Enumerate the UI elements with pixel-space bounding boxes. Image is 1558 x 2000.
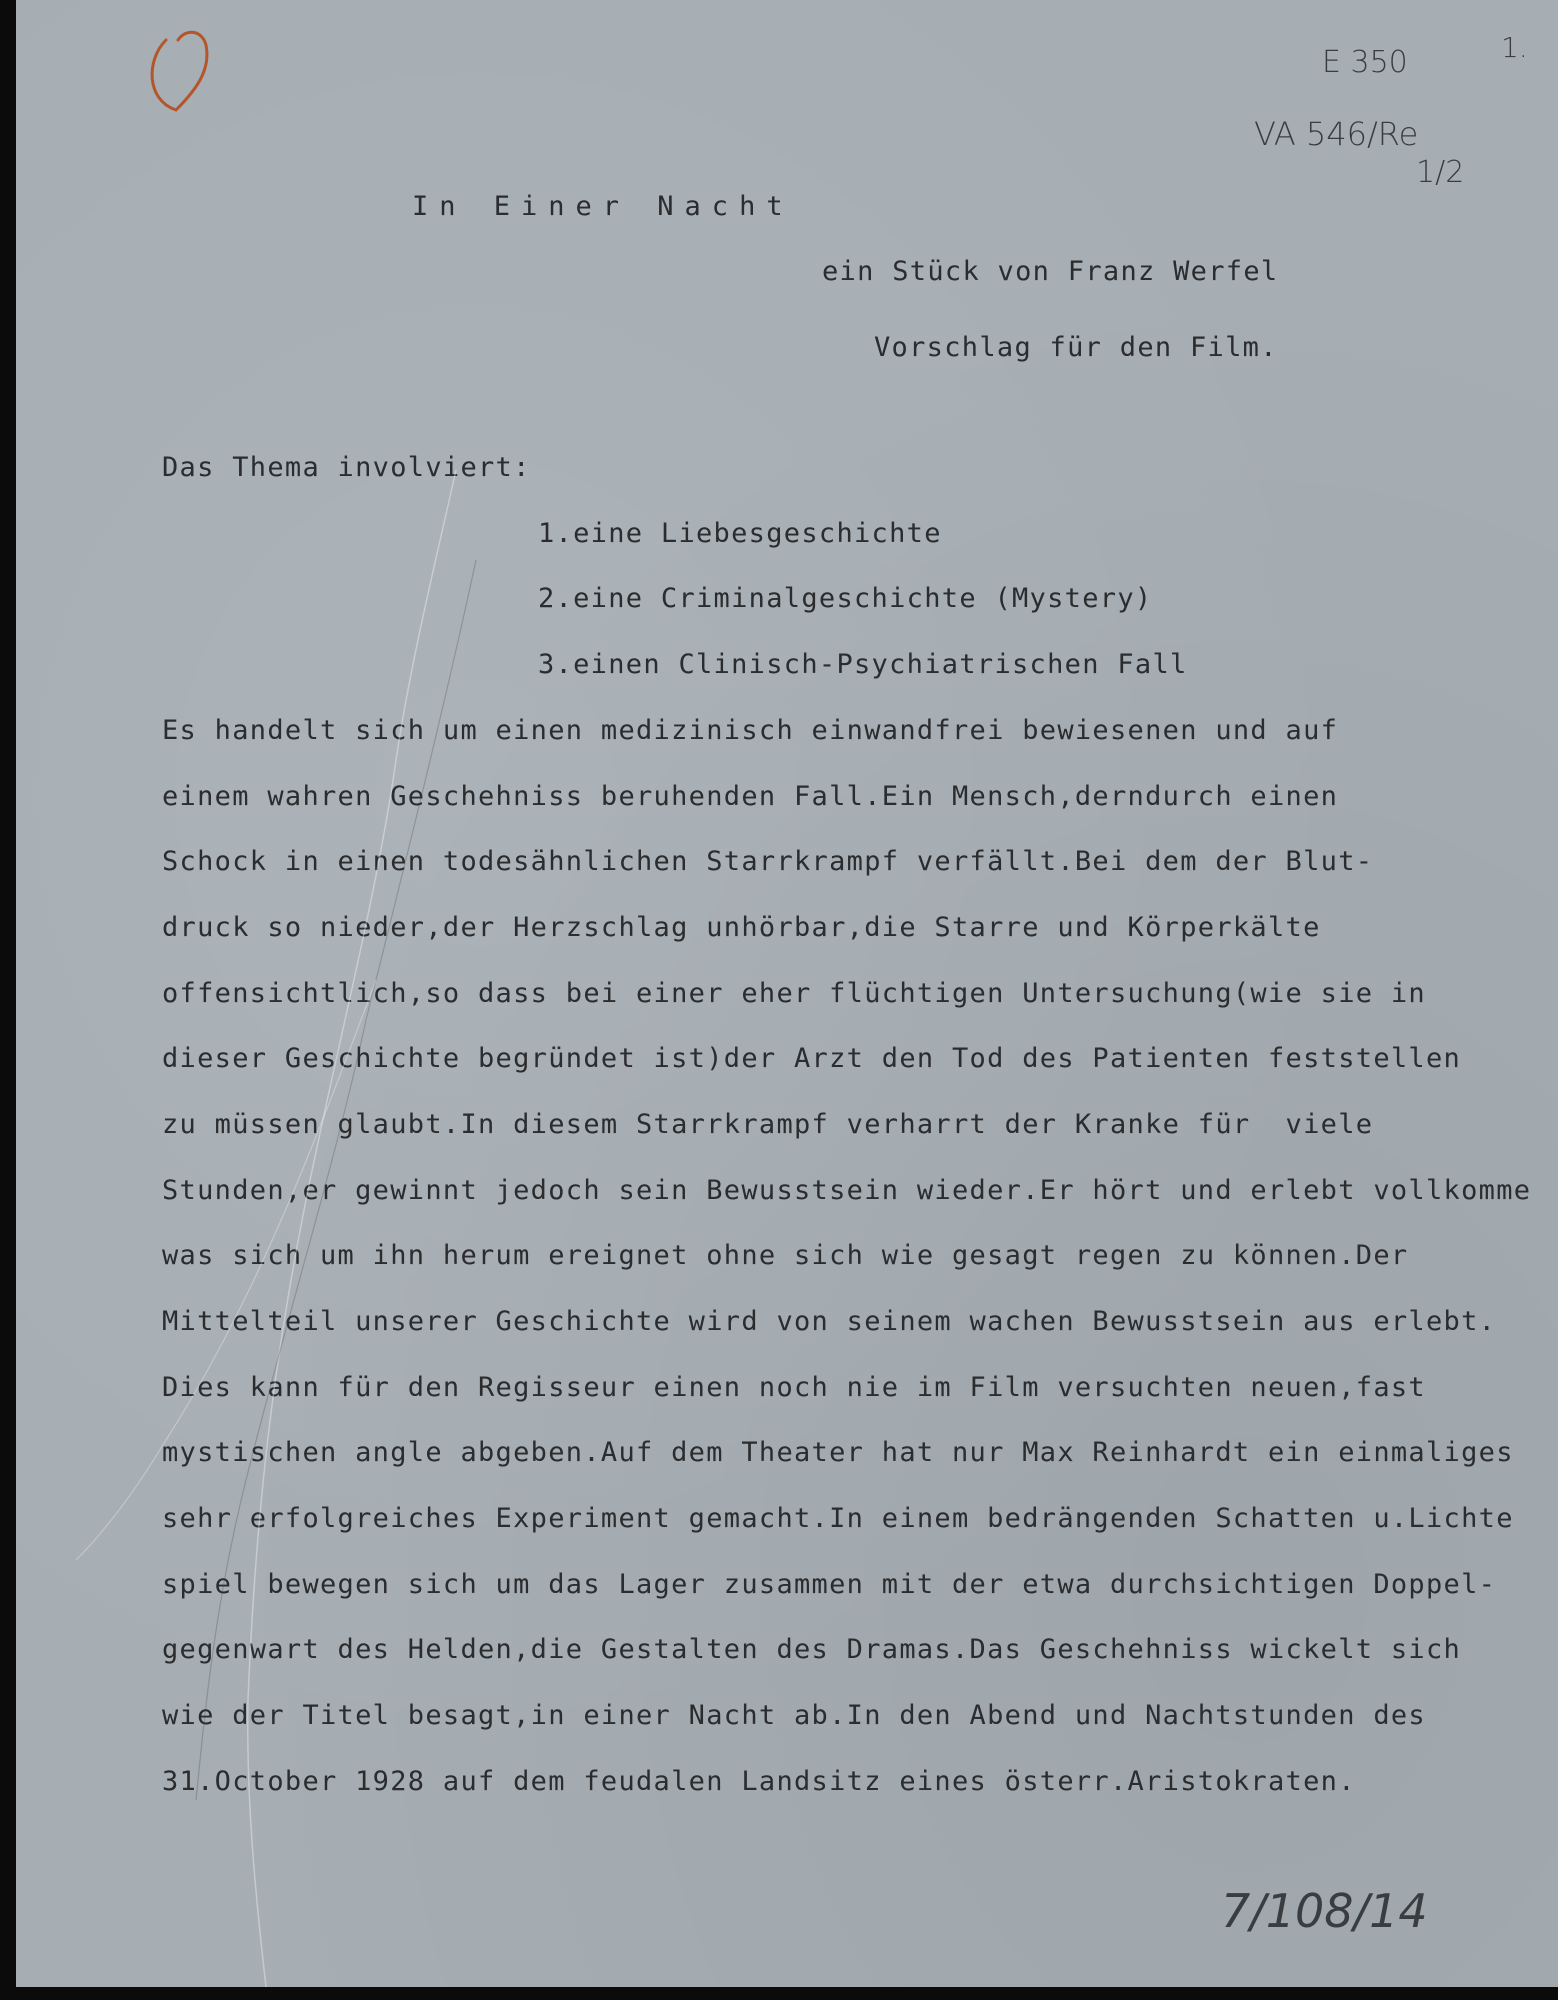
body-line: druck so nieder,der Herzschlag unhörbar,die Starre und Körperkälte [162, 912, 1321, 943]
body-line: spiel bewegen sich um das Lager zusammen mit der etwa durchsichtigen Doppel- [162, 1569, 1497, 1600]
body-line: Schock in einen todesähnlichen Starrkrampf verfällt.Bei dem der Blut- [162, 846, 1374, 877]
body-line: wie der Titel besagt,in einer Nacht ab.In den Abend und Nachtstunden des [162, 1700, 1426, 1731]
archive-id: E 350 [1322, 45, 1408, 80]
signature-line-1: VA 546/Re [1254, 115, 1419, 153]
body-line: mystischen angle abgeben.Auf dem Theater hat nur Max Reinhardt ein einmaliges [162, 1437, 1514, 1468]
typescript-page [16, 0, 1558, 1987]
body-line: einem wahren Geschehniss beruhenden Fall.Ein Mensch,derndurch einen [162, 781, 1339, 812]
list-item: 2.eine Criminalgeschichte (Mystery) [538, 583, 1153, 614]
body-line: sehr erfolgreiches Experiment gemacht.In einem bedrängenden Schatten u.Lichte [162, 1503, 1514, 1534]
play-subtitle: ein Stück von Franz Werfel [822, 256, 1279, 287]
body-line: Dies kann für den Regisseur einen noch nie im Film versuchten neuen,fast [162, 1372, 1426, 1403]
bottom-archive-number: 7/108/14 [1221, 1884, 1428, 1938]
play-title: In Einer Nacht [412, 191, 794, 222]
list-item: 3.einen Clinisch-Psychiatrischen Fall [538, 649, 1188, 680]
handwritten-bracket-mark [136, 10, 376, 150]
signature-line-2: 1/2 [1416, 155, 1465, 190]
body-line: Stunden,er gewinnt jedoch sein Bewusstsein wieder.Er hört und erlebt vollkomme [162, 1175, 1532, 1206]
film-proposal: Vorschlag für den Film. [874, 332, 1278, 363]
body-line: Mittelteil unserer Geschichte wird von seinem wachen Bewusstsein aus erlebt. [162, 1306, 1497, 1337]
body-line: 31.October 1928 auf dem feudalen Landsitz eines österr.Aristokraten. [162, 1766, 1356, 1797]
body-line: dieser Geschichte begründet ist)der Arzt den Tod des Patienten feststellen [162, 1043, 1462, 1074]
body-line: offensichtlich,so dass bei einer eher flüchtigen Untersuchung(wie sie in [162, 978, 1426, 1009]
body-line: zu müssen glaubt.In diesem Starrkrampf verharrt der Kranke für viele [162, 1109, 1374, 1140]
intro-line: Das Thema involviert: [162, 452, 531, 483]
body-line: gegenwart des Helden,die Gestalten des Dramas.Das Geschehniss wickelt sich [162, 1634, 1462, 1665]
list-item: 1.eine Liebesgeschichte [538, 518, 942, 549]
body-line: Es handelt sich um einen medizinisch einwandfrei bewiesenen und auf [162, 715, 1339, 746]
body-line: was sich um ihn herum ereignet ohne sich wie gesagt regen zu können.Der [162, 1240, 1409, 1271]
page-number: 1. [1501, 31, 1528, 64]
